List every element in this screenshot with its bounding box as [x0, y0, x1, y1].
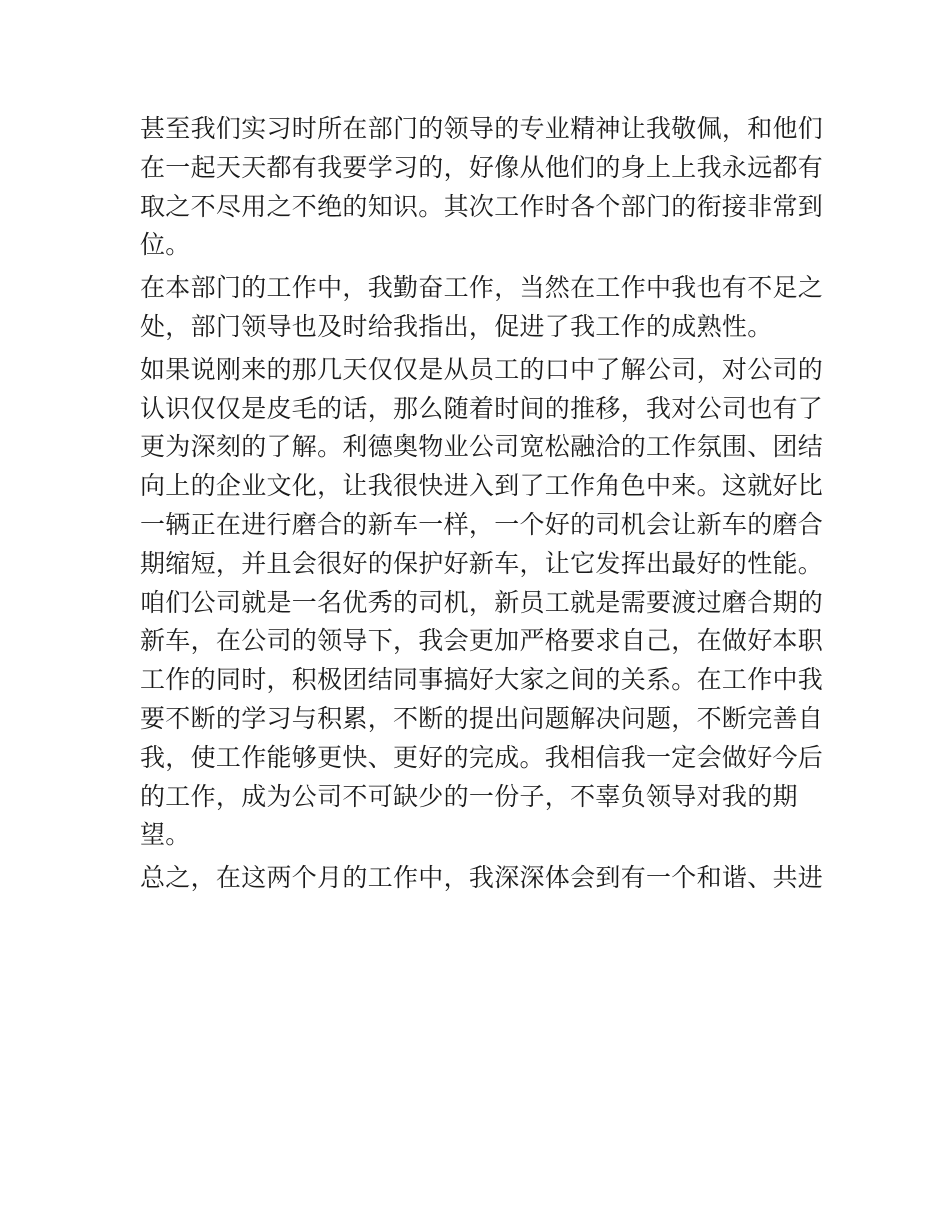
text-line: 如果说刚来的那几天仅仅是从员工的口中了解公司，对公司的 [140, 354, 824, 384]
text-line: 取之不尽用之不绝的知识。其次工作时各个部门的衔接非常到 [140, 191, 824, 221]
text-line: 望。 [140, 820, 191, 850]
text-line: 咱们公司就是一名优秀的司机，新员工就是需要渡过磨合期的 [140, 587, 824, 617]
text-line: 位。 [140, 230, 191, 260]
text-line: 的工作，成为公司不可缺少的一份子，不辜负领导对我的期 [140, 781, 798, 811]
paragraph-1 [140, 110, 824, 265]
text-line: 期缩短，并且会很好的保护好新车，让它发挥出最好的性能。 [140, 548, 824, 578]
text-line: 我，使工作能够更快、更好的完成。我相信我一定会做好今后 [140, 742, 824, 772]
paragraph-3 [140, 351, 824, 855]
paragraph-4 [140, 859, 824, 898]
text-line: 甚至我们实习时所在部门的领导的专业精神让我敬佩，和他们 [140, 114, 824, 143]
text-line: 处，部门领导也及时给我指出，促进了我工作的成熟性。 [140, 311, 773, 341]
text-line: 新车，在公司的领导下，我会更加严格要求自己，在做好本职 [140, 626, 824, 656]
text-line: 总之，在这两个月的工作中，我深深体会到有一个和谐、共进 [140, 863, 824, 893]
text-line: 向上的企业文化，让我很快进入到了工作角色中来。这就好比 [140, 471, 824, 501]
text-line: 认识仅仅是皮毛的话，那么随着时间的推移，我对公司也有了 [140, 393, 824, 423]
text-line: 一辆正在进行磨合的新车一样，一个好的司机会让新车的磨合 [140, 509, 824, 539]
text-line: 更为深刻的了解。利德奥物业公司宽松融洽的工作氛围、团结 [140, 432, 824, 462]
document-body [140, 110, 824, 902]
text-line: 工作的同时，积极团结同事搞好大家之间的关系。在工作中我 [140, 665, 824, 695]
paragraph-2 [140, 269, 824, 347]
text-line: 要不断的学习与积累，不断的提出问题解决问题，不断完善自 [140, 703, 824, 733]
text-line: 在一起天天都有我要学习的，好像从他们的身上上我永远都有 [140, 152, 824, 182]
text-line: 在本部门的工作中，我勤奋工作，当然在工作中我也有不足之 [140, 273, 824, 303]
